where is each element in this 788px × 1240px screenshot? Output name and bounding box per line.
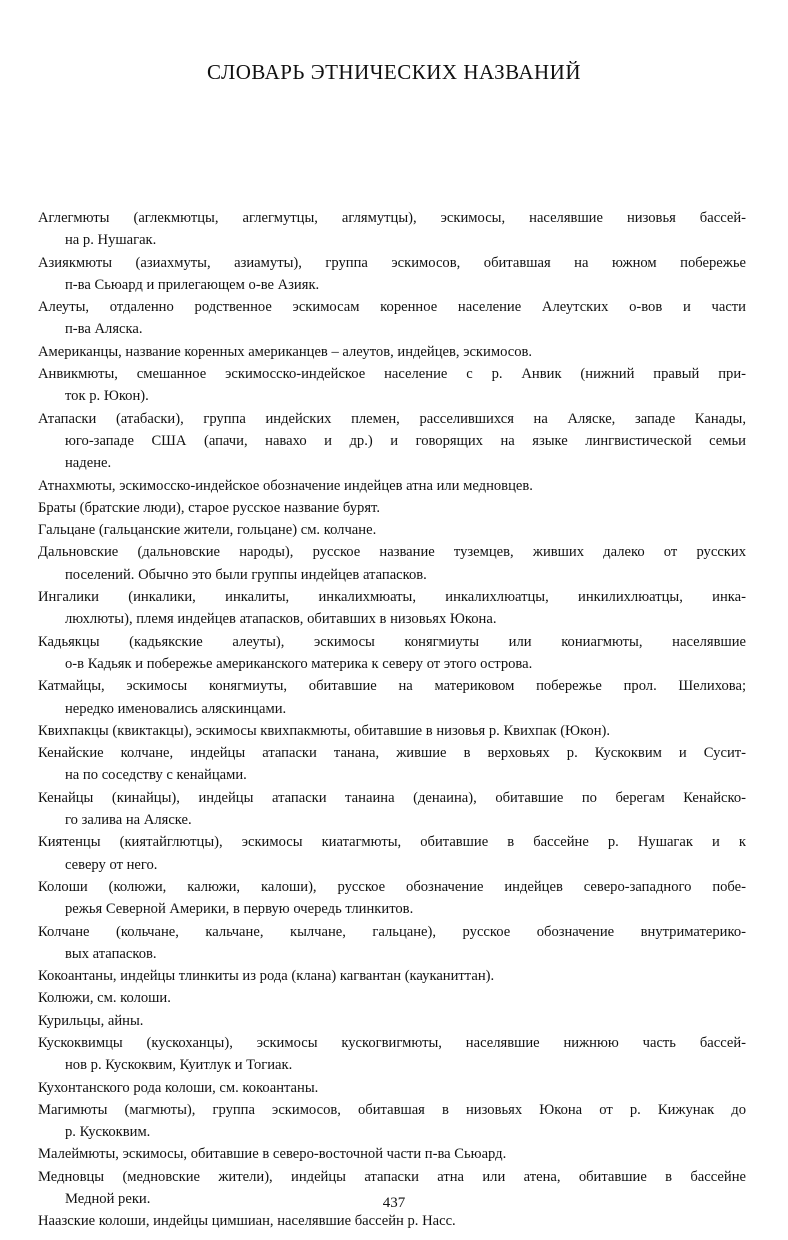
dictionary-entry bbox=[38, 631, 746, 676]
dictionary-entry bbox=[38, 296, 746, 341]
entry-continuation-line: о-в Кадьяк и побережье американского материка к северу от этого острова. bbox=[65, 655, 533, 672]
entry-first-line: Наазские колоши, индейцы цимшиан, населявшие бассейн р. Насс. bbox=[38, 1213, 456, 1230]
entry-continuation-line: го залива на Аляске. bbox=[65, 812, 192, 829]
dictionary-entry bbox=[38, 1010, 746, 1032]
entry-first-line: Колюжи, см. колоши. bbox=[38, 990, 171, 1007]
entry-first-line: Медновцы (медновские жители), индейцы атапаски атна или атена, обитавшие в бассейне bbox=[38, 1168, 746, 1185]
entry-first-line: Магимюты (магмюты), группа эскимосов, обитавшая в низовьях Юкона от р. Кижунак до bbox=[38, 1101, 746, 1118]
dictionary-entry bbox=[38, 921, 746, 966]
entry-first-line: Кадьякцы (кадьякские алеуты), эскимосы конягмиуты или кониагмюты, населявшие bbox=[38, 633, 746, 650]
entry-first-line: Кухонтанского рода колоши, см. кокоантаны. bbox=[38, 1079, 319, 1096]
page-number: 437 bbox=[382, 1195, 406, 1211]
entry-continuation-line: на по соседству с кенайцами. bbox=[65, 767, 247, 784]
entry-first-line: Гальцане (гальцанские жители, гольцане) см. колчане. bbox=[38, 522, 377, 539]
entry-continuation-line: нов р. Кускоквим, Куитлук и Тогиак. bbox=[65, 1057, 293, 1074]
entry-continuation-line: на р. Нушагак. bbox=[65, 232, 157, 249]
entry-first-line: Атапаски (атабаски), группа индейских племен, расселившихся на Аляске, западе Канады, bbox=[38, 410, 746, 427]
dictionary-entry bbox=[38, 408, 746, 475]
dictionary-entry bbox=[38, 1099, 746, 1144]
entry-first-line: Алеуты, отдаленно родственное эскимосам коренное население Алеутских о-вов и части bbox=[38, 299, 746, 316]
dictionary-entry bbox=[38, 876, 746, 921]
entry-first-line: Браты (братские люди), старое русское название бурят. bbox=[38, 499, 380, 516]
dictionary-entry bbox=[38, 1210, 746, 1232]
page-title: СЛОВАРЬ ЭТНИЧЕСКИХ НАЗВАНИЙ bbox=[207, 60, 581, 84]
dictionary-entry bbox=[38, 1032, 746, 1077]
dictionary-entry bbox=[38, 586, 746, 631]
entry-first-line: Кокоантаны, индейцы тлинкиты из рода (клана) кагвантан (кауканиттан). bbox=[38, 968, 495, 985]
dictionary-entries bbox=[38, 207, 746, 1233]
dictionary-entry bbox=[38, 1143, 746, 1165]
entry-continuation-line: ток р. Юкон). bbox=[65, 388, 149, 405]
entry-first-line: Кускоквимцы (кускоханцы), эскимосы кускогвигмюты, населявшие нижнюю часть бассей- bbox=[38, 1034, 746, 1051]
entry-first-line: Катмайцы, эскимосы конягмиуты, обитавшие на материковом побережье прол. Шелихова; bbox=[38, 678, 746, 695]
entry-first-line: Киятенцы (киятайглютцы), эскимосы киатагмюты, обитавшие в бассейне р. Нушагак и к bbox=[38, 834, 746, 851]
dictionary-entry bbox=[38, 787, 746, 832]
dictionary-entry bbox=[38, 675, 746, 720]
dictionary-entry bbox=[38, 1077, 746, 1099]
entry-continuation-line: поселений. Обычно это были группы индейцев атапасков. bbox=[65, 566, 427, 583]
entry-continuation-line: юго-западе США (апачи, навахо и др.) и говорящих на языке лингвистической семьи bbox=[65, 432, 746, 449]
entry-continuation-line: надене. bbox=[65, 455, 112, 472]
dictionary-entry bbox=[38, 720, 746, 742]
entry-first-line: Анвикмюты, смешанное эскимосско-индейское население с р. Анвик (нижний правый при- bbox=[38, 366, 746, 383]
entry-continuation-line: р. Кускоквим. bbox=[65, 1124, 151, 1141]
entry-first-line: Колоши (колюжи, калюжи, калоши), русское обозначение индейцев северо-западного побе- bbox=[38, 878, 746, 895]
entry-continuation-line: люхлюты), племя индейцев атапасков, обитавших в низовьях Юкона. bbox=[65, 611, 497, 628]
dictionary-entry bbox=[38, 831, 746, 876]
entry-continuation-line: п-ва Сьюард и прилегающем о-ве Азияк. bbox=[65, 276, 320, 293]
entry-continuation-line: режья Северной Америки, в первую очередь тлинкитов. bbox=[65, 901, 414, 918]
dictionary-entry bbox=[38, 965, 746, 987]
entry-continuation-line: северу от него. bbox=[65, 856, 158, 873]
dictionary-entry bbox=[38, 742, 746, 787]
entry-first-line: Атнахмюты, эскимосско-индейское обозначение индейцев атна или медновцев. bbox=[38, 477, 533, 494]
dictionary-entry bbox=[38, 497, 746, 519]
entry-continuation-line: п-ва Аляска. bbox=[65, 321, 143, 338]
entry-continuation-line: нередко именовались аляскинцами. bbox=[65, 700, 287, 717]
dictionary-entry bbox=[38, 519, 746, 541]
dictionary-entry bbox=[38, 987, 746, 1009]
entry-first-line: Аглегмюты (аглекмютцы, аглегмутцы, аглямутцы), эскимосы, населявшие низовья бассей- bbox=[38, 210, 746, 226]
entry-first-line: Кенайские колчане, индейцы атапаски танана, жившие в верховьях р. Кускоквим и Сусит- bbox=[38, 745, 746, 762]
entry-first-line: Дальновские (дальновские народы), русское название туземцев, живших далеко от русских bbox=[38, 544, 746, 561]
dictionary-entry bbox=[38, 475, 746, 497]
dictionary-entry bbox=[38, 207, 746, 252]
entry-first-line: Ингалики (инкалики, инкалиты, инкалихмюаты, инкалихлюатцы, инкилихлюатцы, инка- bbox=[38, 589, 746, 606]
entry-continuation-line: вых атапасков. bbox=[65, 945, 157, 962]
entry-first-line: Кенайцы (кинайцы), индейцы атапаски танаина (денаина), обитавшие по берегам Кенайско- bbox=[38, 789, 746, 806]
entry-continuation-line: Медной реки. bbox=[65, 1191, 151, 1208]
entry-first-line: Азиякмюты (азиахмуты, азиамуты), группа эскимосов, обитавшая на южном побережье bbox=[38, 254, 746, 271]
entry-first-line: Квихпакцы (квиктакцы), эскимосы квихпакмюты, обитавшие в низовья р. Квихпак (Юкон). bbox=[38, 722, 611, 739]
entry-first-line: Американцы, название коренных американцев – алеутов, индейцев, эскимосов. bbox=[38, 343, 533, 360]
dictionary-entry bbox=[38, 252, 746, 297]
entry-first-line: Курильцы, айны. bbox=[38, 1012, 144, 1029]
dictionary-entry bbox=[38, 341, 746, 363]
dictionary-entry bbox=[38, 541, 746, 586]
dictionary-entry bbox=[38, 363, 746, 408]
entry-first-line: Колчане (кольчане, кальчане, кылчане, гальцане), русское обозначение внутриматерико- bbox=[38, 923, 746, 940]
entry-first-line: Малеймюты, эскимосы, обитавшие в северо-восточной части п-ва Сьюард. bbox=[38, 1146, 507, 1163]
